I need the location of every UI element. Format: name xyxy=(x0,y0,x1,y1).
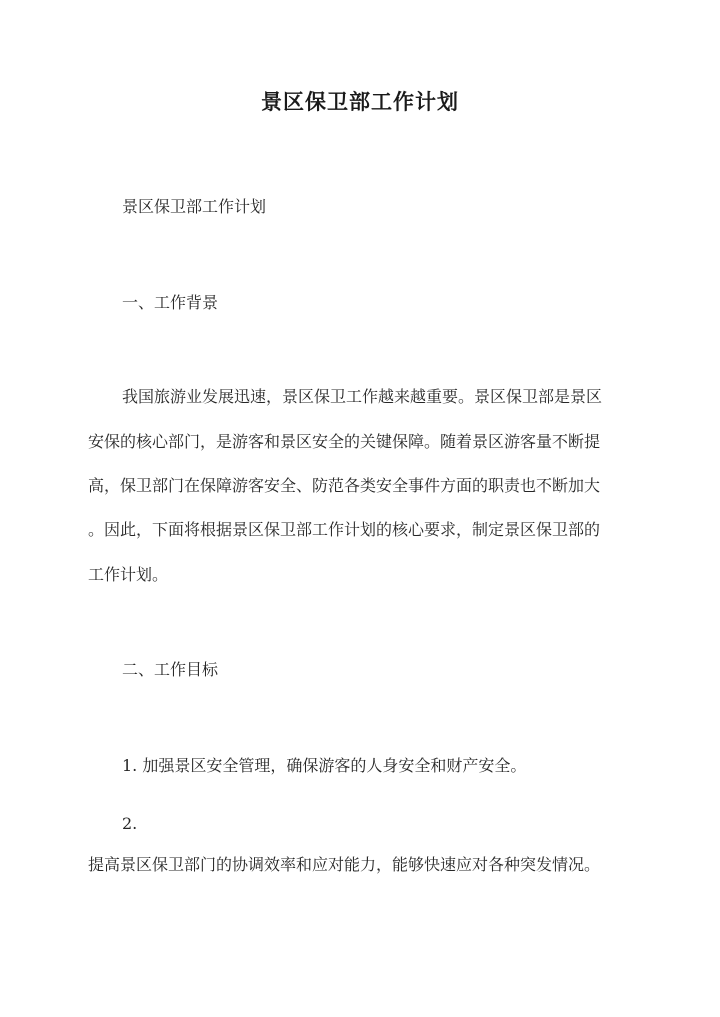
paragraph-line: 工作计划。 xyxy=(88,565,169,584)
document-title: 景区保卫部工作计划 xyxy=(261,89,459,114)
paragraph-line: 安保的核心部门，是游客和景区安全的关键保障。随着景区游客量不断提 xyxy=(88,432,601,451)
document-subtitle: 景区保卫部工作计划 xyxy=(122,197,267,216)
goal-item: 提高景区保卫部门的协调效率和应对能力，能够快速应对各种突发情况。 xyxy=(88,855,601,874)
goal-item: 1. 加强景区安全管理，确保游客的人身安全和财产安全。 xyxy=(122,756,527,775)
section-heading-goals: 二、工作目标 xyxy=(122,660,219,679)
paragraph-line: 。因此，下面将根据景区保卫部工作计划的核心要求，制定景区保卫部的 xyxy=(88,520,601,539)
section-heading-background: 一、工作背景 xyxy=(122,293,219,312)
goal-item-number: 2. xyxy=(122,814,138,833)
paragraph-line: 我国旅游业发展迅速，景区保卫工作越来越重要。景区保卫部是景区 xyxy=(122,387,603,406)
paragraph-line: 高，保卫部门在保障游客安全、防范各类安全事件方面的职责也不断加大 xyxy=(88,476,601,495)
